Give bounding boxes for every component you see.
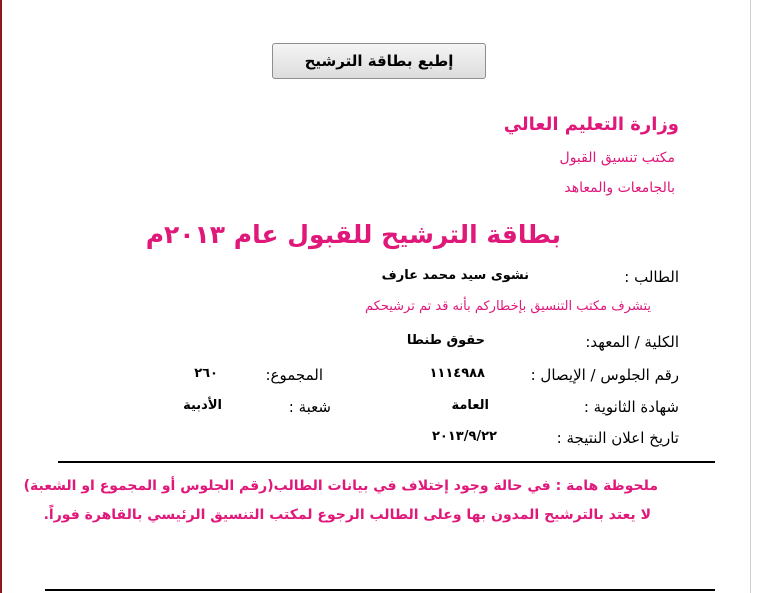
divider-bottom — [45, 589, 715, 591]
seat-number-label: رقم الجلوس / الإيصال : — [530, 366, 679, 384]
total-value: ٢٦٠ — [194, 366, 218, 381]
print-card-button[interactable]: إطبع بطاقة الترشيح — [272, 43, 486, 79]
student-label: الطالب : — [624, 268, 679, 286]
result-date-value: ٢٠١٣/٩/٢٢ — [431, 429, 497, 444]
seat-number-value: ١١١٤٩٨٨ — [429, 366, 485, 381]
certificate-value: العامة — [451, 398, 489, 413]
right-scrollbar-track[interactable] — [750, 0, 761, 593]
branch-value: الأدبية — [183, 398, 222, 413]
result-date-label: تاريخ اعلان النتيجة : — [556, 429, 679, 447]
ministry-heading: وزارة التعليم العالي — [503, 114, 679, 135]
office-name-line1: مكتب تنسيق القبول — [559, 150, 675, 166]
card-title: بطاقة الترشيح للقبول عام ٢٠١٣م — [145, 220, 561, 249]
college-label: الكلية / المعهد: — [585, 333, 679, 351]
important-note-line1: ملحوظة هامة : في حالة وجود إختلاف في بيانات الطالب(رقم الجلوس أو المجموع او الشعبة) — [23, 478, 658, 494]
important-note-line2: لا يعتد بالترشيح المدون بها وعلى الطالب الرجوع لمكتب التنسيق الرئيسي بالقاهرة فوراً. — [43, 507, 651, 523]
student-name: نشوى سيد محمد عارف — [381, 268, 529, 283]
college-value: حقوق طنطا — [406, 333, 485, 348]
divider-top — [58, 461, 715, 463]
left-frame-border — [0, 0, 2, 593]
nomination-announcement: يتشرف مكتب التنسيق بإخطاركم بأنه قد تم ترشيحكم — [365, 299, 651, 314]
office-name-line2: بالجامعات والمعاهد — [564, 180, 675, 196]
certificate-label: شهادة الثانوية : — [583, 398, 679, 416]
branch-label: شعبة : — [288, 398, 331, 416]
total-label: المجموع: — [265, 366, 323, 384]
